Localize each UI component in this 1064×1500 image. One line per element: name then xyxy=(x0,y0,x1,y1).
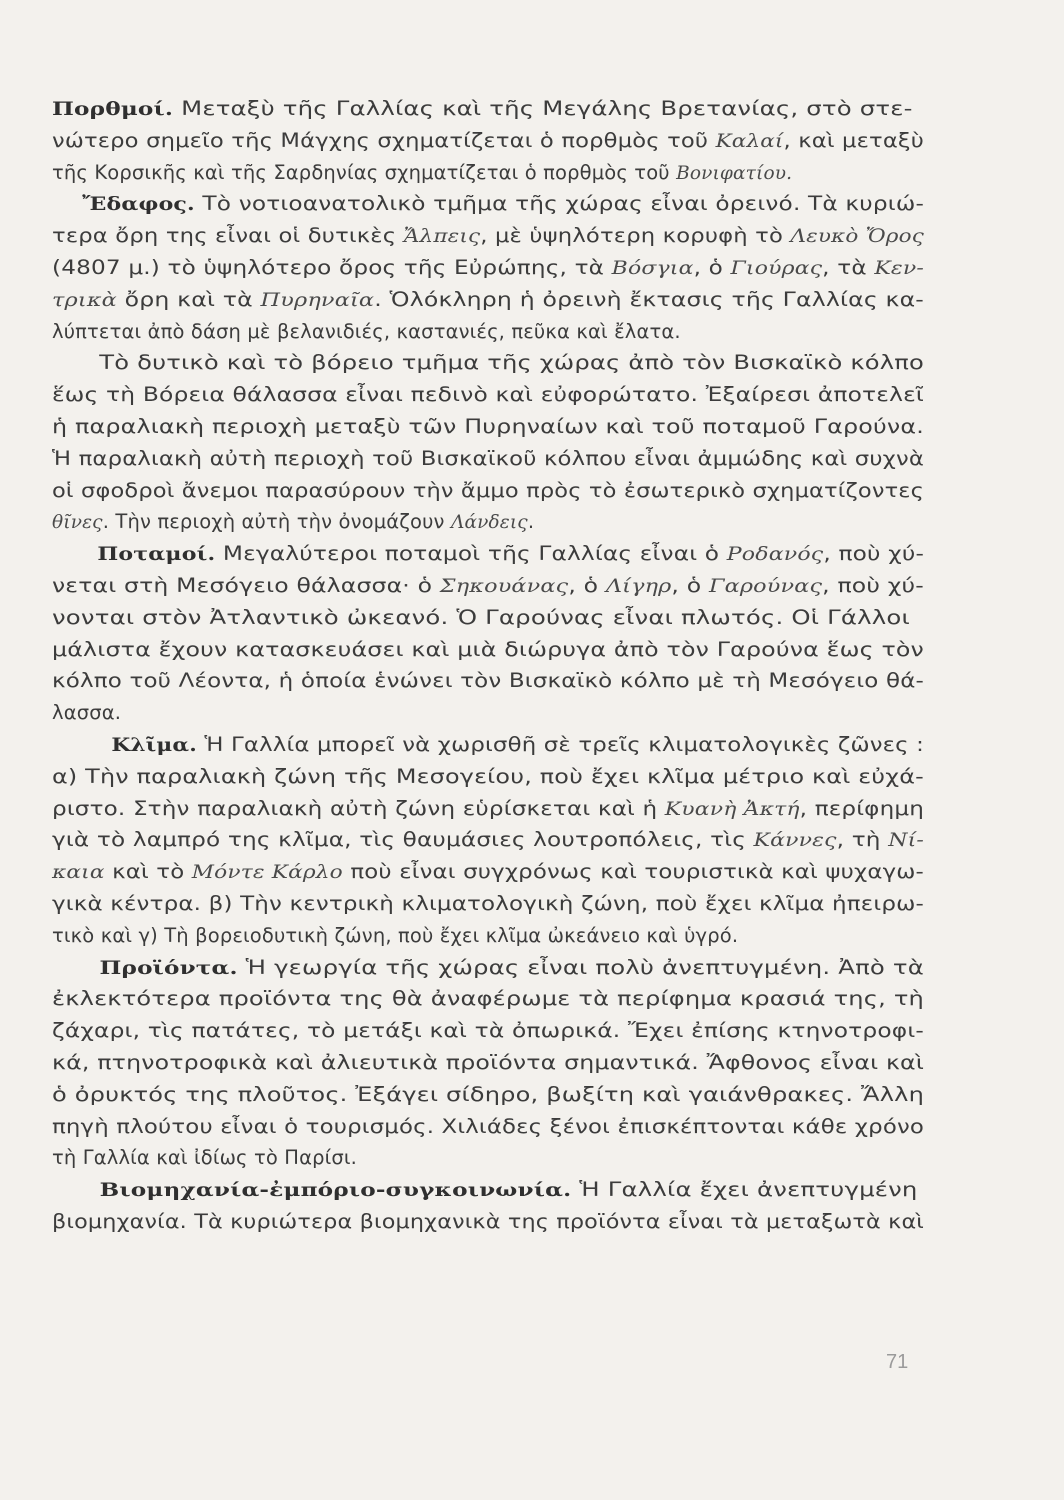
text-span: . xyxy=(527,510,535,534)
italic-term: Σηκουάνας xyxy=(439,575,569,597)
text-span: νονται στὸν Ἀτλαντικὸ ὠκεανό. Ὁ Γαρούνας εἶναι πλωτός. Οἱ Γάλλοι xyxy=(52,605,910,629)
text-span: ὄρη καὶ τὰ xyxy=(116,287,261,311)
text-line xyxy=(52,125,932,157)
text-line xyxy=(52,570,932,602)
text-line xyxy=(52,538,932,570)
italic-term: Γαρούνας xyxy=(708,575,823,597)
text-line xyxy=(52,1079,932,1111)
text-span: ἕως τὴ Βόρεια θάλασσα εἶναι πεδινὸ καὶ εὐφορώτατο. Ἐξαίρεσι ἀποτελεῖ xyxy=(52,383,924,407)
text-span: , τὴ xyxy=(836,828,889,852)
text-span: . Ὁλόκληρη ἡ ὀρεινὴ ἔκτασις τῆς Γαλλίας κα- xyxy=(374,287,924,311)
text-line xyxy=(52,634,932,666)
text-span: α) Τὴν παραλιακὴ ζώνη τῆς Μεσογείου, ποὺ ἔχει κλῖμα μέτριο καὶ εὐχά- xyxy=(52,764,924,788)
text-span: ζάχαρι, τὶς πατάτες, τὸ μετάξι καὶ τὰ ὀπωρικά. Ἔχει ἐπίσης κτηνοτροφι- xyxy=(52,1019,924,1043)
text-line xyxy=(52,93,932,125)
italic-term: Λευκὸ Ὄρος xyxy=(790,226,924,248)
text-span: νεται στὴ Μεσόγειο θάλασσα· ὁ xyxy=(52,573,440,597)
text-span: (4807 μ.) τὸ ὑψηλότερο ὄρος τῆς Εὐρώπης, τὰ xyxy=(52,255,612,279)
italic-term: καια xyxy=(52,862,105,884)
text-line xyxy=(52,952,932,984)
section-heading: Βιομηχανία-ἐμπόριο-συγκοινωνία. xyxy=(99,1180,572,1202)
text-line xyxy=(52,379,932,411)
text-span: Ἡ Γαλλία μπορεῖ νὰ χωρισθῆ σὲ τρεῖς κλιματολογικὲς ζῶνες : xyxy=(196,732,925,756)
text-line xyxy=(52,1015,932,1047)
text-span: καὶ τὸ xyxy=(104,860,192,884)
body-text xyxy=(52,93,932,1238)
text-span: , ὁ xyxy=(693,255,731,279)
text-span: γικὰ κέντρα. β) Τὴν κεντρικὴ κλιματολογικὴ ζώνη, ποὺ ἔχει κλῖμα ἠπειρω- xyxy=(52,891,924,915)
text-span: νώτερο σημεῖο τῆς Μάγχης σχηματίζεται ὁ πορθμὸς τοῦ xyxy=(52,128,716,152)
text-line xyxy=(52,347,932,379)
text-span: κά, πτηνοτροφικὰ καὶ ἀλιευτικὰ προϊόντα σημαντικά. Ἄφθονος εἶναι καὶ xyxy=(52,1050,924,1074)
italic-term: Γιούρας xyxy=(730,257,823,279)
section-heading: Πορθμοί. xyxy=(52,99,174,120)
text-line xyxy=(52,761,932,793)
text-line xyxy=(52,983,932,1015)
text-span: , περίφημη xyxy=(799,796,925,820)
text-span: μάλιστα ἔχουν κατασκευάσει καὶ μιὰ διώρυγα ἀπὸ τὸν Γαρούνα ἕως τὸν xyxy=(52,637,924,661)
text-span: Ἡ παραλιακὴ αὐτὴ περιοχὴ τοῦ Βισκαϊκοῦ κόλπου εἶναι ἀμμώδης καὶ συχνὰ xyxy=(52,446,925,470)
text-span: τῆς Κορσικῆς καὶ τῆς Σαρδηνίας σχηματίζεται ὁ πορθμὸς τοῦ xyxy=(52,160,677,184)
text-line xyxy=(52,475,932,507)
text-span xyxy=(52,956,100,979)
text-span: γιὰ τὸ λαμπρό της κλῖμα, τὶς θαυμάσιες λουτροπόλεις, τὶς xyxy=(52,828,754,852)
text-line xyxy=(52,1047,932,1079)
section-heading: Προϊόντα. xyxy=(99,957,238,979)
text-span: ριστο. Στὴν παραλιακὴ αὐτὴ ζώνη εὑρίσκεται καὶ ἡ xyxy=(52,796,665,820)
italic-term: θῖνες xyxy=(52,512,103,534)
text-line xyxy=(52,729,932,761)
page-number: 71 xyxy=(886,1351,909,1373)
text-line xyxy=(52,506,932,538)
text-span xyxy=(52,733,111,756)
text-line xyxy=(52,665,932,697)
text-span: ὁ ὀρυκτός της πλοῦτος. Ἐξάγει σίδηρο, βωξίτη καὶ γαιάνθρακες. Ἄλλη xyxy=(52,1082,925,1106)
italic-term: Πυρηναῖα xyxy=(260,289,375,311)
text-span: , ποὺ χύ- xyxy=(822,573,924,597)
italic-term: τρικὰ xyxy=(52,289,117,311)
text-span: λύπτεται ἀπὸ δάση μὲ βελανιδιές, καστανιές, πεῦκα καὶ ἔλατα. xyxy=(52,319,681,343)
text-span: Τὸ νοτιοανατολικὸ τμῆμα τῆς χώρας εἶναι ὀρεινό. Τὰ κυριώ- xyxy=(194,192,925,216)
text-span: , ὁ xyxy=(671,573,709,597)
text-span: τικὸ καὶ γ) Τὴ βορειοδυτικὴ ζώνη, ποὺ ἔχει κλῖμα ὠκεάνειο καὶ ὑγρό. xyxy=(52,923,739,947)
italic-term: Ροδανός xyxy=(726,544,824,566)
text-line xyxy=(52,602,932,634)
italic-term: Λίγηρ xyxy=(605,575,672,597)
section-heading: Κλῖμα. xyxy=(111,734,197,756)
text-span xyxy=(52,1178,100,1201)
italic-term: Νί- xyxy=(888,830,924,852)
text-span: , μὲ ὑψηλότερη κορυφὴ τὸ xyxy=(480,224,791,248)
text-span: Τὸ δυτικὸ καὶ τὸ βόρειο τμῆμα τῆς χώρας ἀπὸ τὸν Βισκαϊκὸ κόλπο xyxy=(52,351,925,375)
text-line xyxy=(52,793,932,825)
text-line xyxy=(52,1142,932,1174)
text-line xyxy=(52,284,932,316)
italic-term: Κεν- xyxy=(874,257,924,279)
text-span: , ποὺ χύ- xyxy=(823,542,925,566)
text-span xyxy=(52,542,97,565)
text-line xyxy=(52,157,932,189)
text-span: Ἡ γεωργία τῆς χώρας εἶναι πολὺ ἀνεπτυγμένη. Ἀπὸ τὰ xyxy=(237,955,924,979)
text-span: ποὺ εἶναι συγχρόνως καὶ τουριστικὰ καὶ ψυχαγω- xyxy=(342,860,924,884)
text-span: τὴ Γαλλία καὶ ἰδίως τὸ Παρίσι. xyxy=(52,1146,358,1170)
text-line xyxy=(52,697,932,729)
text-line xyxy=(52,856,932,888)
text-line xyxy=(52,920,932,952)
italic-term: Κάννες xyxy=(753,830,837,852)
italic-term: Βονιφατίου. xyxy=(676,162,793,184)
italic-term: Βόσγια xyxy=(611,257,694,279)
text-line xyxy=(52,824,932,856)
text-span: οἱ σφοδροὶ ἄνεμοι παρασύρουν τὴν ἄμμο πρὸς τὸ ἐσωτερικὸ σχηματίζοντες xyxy=(52,478,925,502)
italic-term: Κυανὴ Ἀκτή xyxy=(664,798,800,820)
text-span: . Τὴν περιοχὴ αὐτὴ τὴν ὀνομάζουν xyxy=(102,510,451,534)
text-span: βιομηχανία. Τὰ κυριώτερα βιομηχανικὰ της προϊόντα εἶναι τὰ μεταξωτὰ καὶ xyxy=(52,1209,925,1233)
text-line xyxy=(52,1206,932,1238)
text-line xyxy=(52,1174,932,1206)
text-span: , καὶ μεταξὺ xyxy=(783,128,924,152)
text-line xyxy=(52,411,932,443)
text-span xyxy=(52,192,82,215)
text-span: Μεταξὺ τῆς Γαλλίας καὶ τῆς Μεγάλης Βρετανίας, στὸ στε- xyxy=(173,97,913,120)
text-span: τερα ὄρη της εἶναι οἱ δυτικὲς xyxy=(52,224,404,248)
section-heading: Ἔδαφος. xyxy=(82,194,195,216)
text-span: ἐκλεκτότερα προϊόντα της θὰ ἀναφέρωμε τὰ περίφημα κρασιά της, τὴ xyxy=(52,987,925,1011)
text-line xyxy=(52,220,932,252)
text-span: Ἡ Γαλλία ἔχει ἀνεπτυγμένη xyxy=(571,1178,918,1202)
text-span: ἡ παραλιακὴ περιοχὴ μεταξὺ τῶν Πυρηναίων καὶ τοῦ ποταμοῦ Γαρούνα. xyxy=(52,414,924,438)
text-span: κόλπο τοῦ Λέοντα, ἡ ὁποία ἑνώνει τὸν Βισκαϊκὸ κόλπο μὲ τὴ Μεσόγειο θά- xyxy=(52,669,925,693)
text-line xyxy=(52,316,932,348)
text-span: Μεγαλύτεροι ποταμοὶ τῆς Γαλλίας εἶναι ὁ xyxy=(215,542,727,566)
text-line xyxy=(52,1111,932,1143)
text-span: , ὁ xyxy=(568,573,606,597)
text-line xyxy=(52,188,932,220)
section-heading: Ποταμοί. xyxy=(97,544,216,566)
text-span: πηγὴ πλούτου εἶναι ὁ τουρισμός. Χιλιάδες ξένοι ἐπισκέπτονται κάθε χρόνο xyxy=(52,1114,925,1138)
italic-term: Ἄλπεις xyxy=(403,226,481,248)
text-span: , τὰ xyxy=(822,255,875,279)
text-line xyxy=(52,252,932,284)
text-line xyxy=(52,888,932,920)
text-line xyxy=(52,443,932,475)
text-span: λασσα. xyxy=(52,701,122,725)
italic-term: Μόντε Κάρλο xyxy=(191,862,343,884)
italic-term: Καλαί xyxy=(715,130,784,152)
italic-term: Λάνδεις xyxy=(450,512,528,534)
